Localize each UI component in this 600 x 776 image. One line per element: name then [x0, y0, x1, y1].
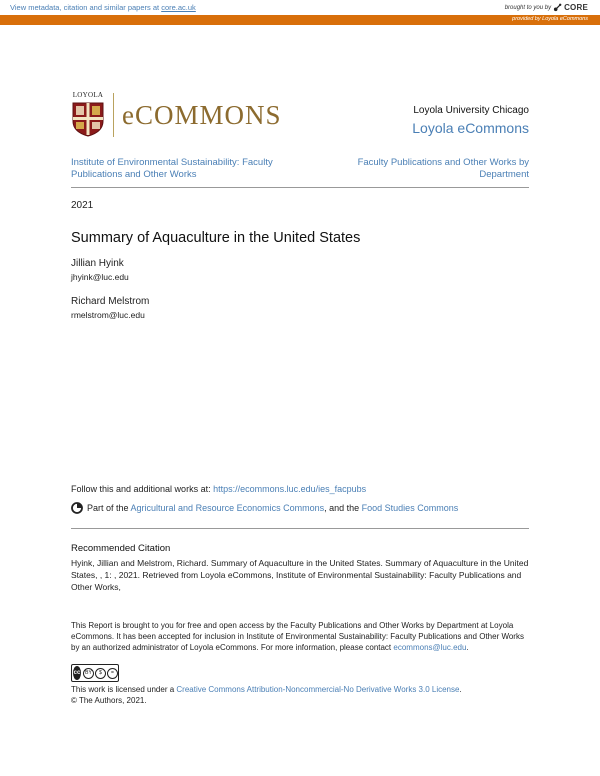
logo-divider	[113, 93, 114, 137]
part-of-mid: , and the	[324, 503, 362, 513]
collection-link-department[interactable]: Faculty Publications and Other Works by Department	[357, 157, 529, 180]
cc-by-icon: BY	[83, 668, 94, 679]
commons-link-agricultural[interactable]: Agricultural and Resource Economics Commons	[130, 503, 325, 513]
provided-by-bar	[0, 15, 600, 25]
citation-divider	[71, 528, 529, 529]
copyright: © The Authors, 2021.	[71, 696, 147, 705]
publication-year: 2021	[71, 200, 94, 211]
ecommons-logo	[71, 93, 282, 137]
header-right	[412, 105, 529, 136]
author-block	[71, 296, 149, 320]
brought-by-core[interactable]	[505, 3, 588, 12]
provided-by-text: provided by Loyola eCommons	[512, 16, 588, 22]
paper-title: Summary of Aquaculture in the United States	[71, 230, 361, 246]
citation-heading: Recommended Citation	[71, 543, 171, 554]
metadata-notice-text: View metadata, citation and similar papers at	[10, 3, 162, 12]
repository-link[interactable]: Loyola eCommons	[412, 120, 529, 136]
cc-nc-icon: $	[95, 668, 106, 679]
license-end: .	[459, 685, 462, 694]
report-end: .	[466, 643, 469, 652]
network-icon	[71, 502, 83, 514]
header-divider	[71, 187, 529, 188]
ecommons-wordmark: eCOMMONS	[122, 99, 282, 130]
loyola-shield-icon	[71, 101, 105, 137]
follow-prefix: Follow this and additional works at:	[71, 484, 214, 494]
core-brand: CORE	[564, 3, 588, 12]
part-of-line	[71, 502, 458, 514]
commons-link-food-studies[interactable]: Food Studies Commons	[361, 503, 459, 513]
author-block	[71, 258, 129, 282]
author-email: jhyink@luc.edu	[71, 272, 129, 282]
citation-text: Hyink, Jillian and Melstrom, Richard. Summary of Aquaculture in the United States. Summary of Aquaculture in the United States, , 1: , 2021. Retrieved from Loyola eCommons, Institute of Environmental Sustainability: Faculty Publications and Other Works,	[71, 558, 529, 592]
author-name: Richard Melstrom	[71, 296, 150, 307]
cc-nd-icon: =	[107, 668, 118, 679]
university-name: Loyola University Chicago	[413, 105, 529, 116]
part-of-prefix: Part of the	[87, 503, 131, 513]
collection-link-ies[interactable]: Institute of Environmental Sustainability: Faculty Publications and Other Works	[71, 157, 273, 180]
core-link[interactable]: core.ac.uk	[161, 3, 196, 12]
license-prefix: This work is licensed under a	[71, 685, 177, 694]
brought-by-text: brought to you by	[504, 4, 552, 11]
metadata-notice	[10, 3, 196, 12]
author-email: rmelstrom@luc.edu	[71, 310, 145, 320]
report-notice	[71, 620, 529, 653]
core-top-bar	[0, 0, 600, 15]
core-logo-icon	[553, 3, 562, 12]
loyola-shield	[71, 93, 111, 137]
license-notice	[71, 684, 529, 706]
recommended-citation	[71, 543, 529, 593]
contact-email-link[interactable]: ecommons@luc.edu	[393, 643, 467, 652]
license-link[interactable]: Creative Commons Attribution-Noncommercial-No Derivative Works 3.0 License	[176, 685, 460, 694]
cc-license-badge[interactable]	[71, 664, 119, 682]
follow-link[interactable]: https://ecommons.luc.edu/ies_facpubs	[213, 484, 367, 494]
report-text: This Report is brought to you for free and open access by the Faculty Publications and Other Works by Department at Loyola eCommons. It has been accepted for inclusion in Institute of Environmental Sustainability: Faculty Publications and Other Works by an authorized administrator of Loyola eCommons. For more information, please contact	[71, 621, 524, 652]
shield-label: LOYOLA	[72, 91, 104, 99]
cc-icon: cc	[73, 666, 81, 680]
follow-line	[71, 484, 366, 494]
author-name: Jillian Hyink	[71, 258, 124, 269]
